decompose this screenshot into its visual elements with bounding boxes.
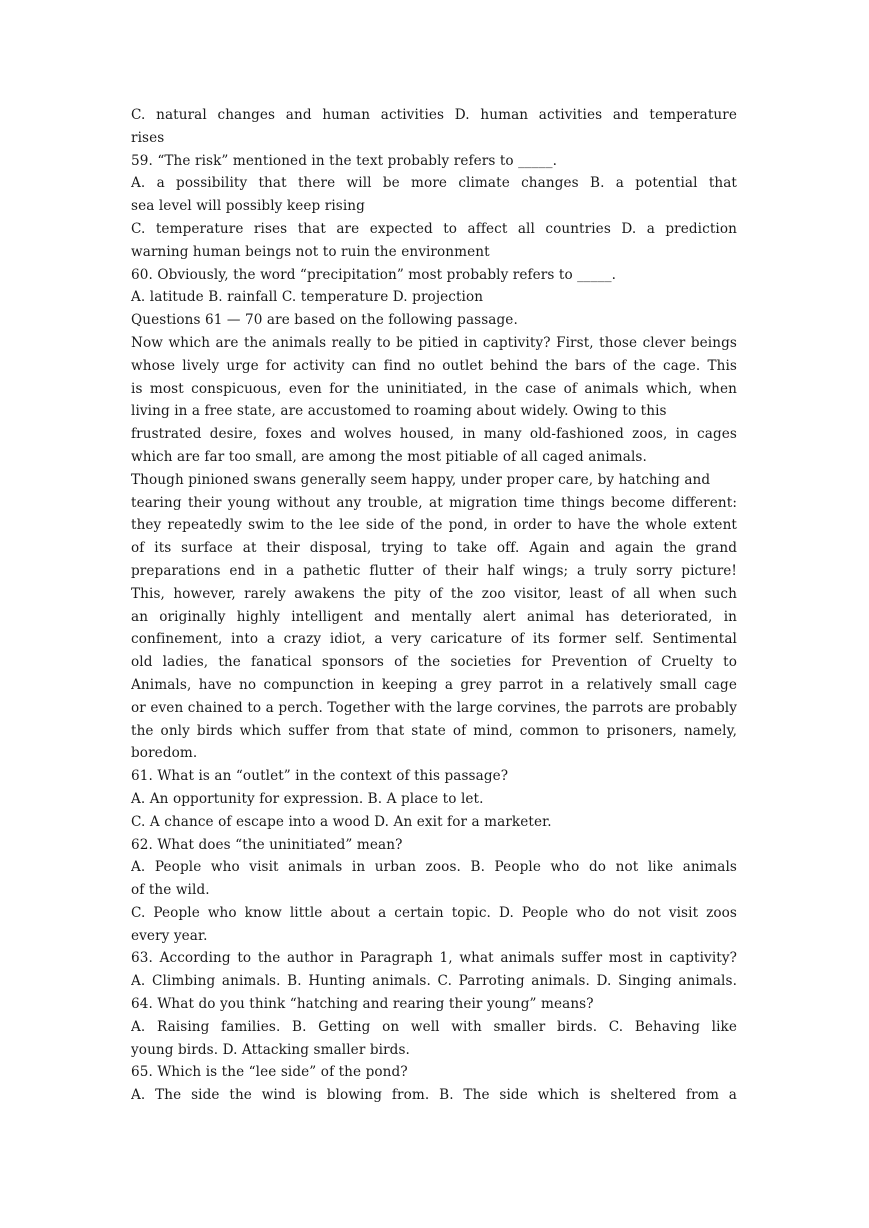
text-line: 65. Which is the “lee side” of the pond?: [131, 1064, 408, 1081]
text-line: A. An opportunity for expression. B. A place to let.: [131, 790, 484, 807]
text-line: the only birds which suffer from that state of mind, common to prisoners, namely,: [131, 722, 737, 739]
text-line: boredom.: [131, 745, 198, 762]
text-line: Though pinioned swans generally seem happy, under proper care, by hatching and: [131, 471, 711, 488]
text-line: Animals, have no compunction in keeping a grey parrot in a relatively small cage: [131, 676, 737, 693]
text-line: rises: [131, 129, 165, 146]
text-line: A. a possibility that there will be more climate changes B. a potential that: [131, 175, 737, 192]
text-line: old ladies, the fanatical sponsors of the societies for Prevention of Cruelty to: [131, 654, 737, 671]
text-line: This, however, rarely awakens the pity of the zoo visitor, least of all when such: [131, 585, 737, 602]
text-line: 60. Obviously, the word “precipitation” most probably refers to _____.: [131, 266, 617, 283]
text-line: confinement, into a crazy idiot, a very caricature of its former self. Sentimental: [131, 631, 737, 648]
text-line: preparations end in a pathetic flutter of their half wings; a truly sorry picture!: [131, 562, 737, 579]
text-line: of the wild.: [131, 882, 210, 899]
text-line: or even chained to a perch. Together with the large corvines, the parrots are probably: [131, 699, 737, 716]
text-line: C. temperature rises that are expected to affect all countries D. a prediction: [131, 220, 737, 237]
text-line: A. The side the wind is blowing from. B. The side which is sheltered from a: [131, 1087, 737, 1104]
text-line: 63. According to the author in Paragraph 1, what animals suffer most in captivity?: [131, 950, 737, 967]
text-line: whose lively urge for activity can find no outlet behind the bars of the cage. This: [131, 357, 737, 374]
text-line: which are far too small, are among the most pitiable of all caged animals.: [131, 448, 647, 465]
text-line: C. natural changes and human activities D. human activities and temperature: [131, 107, 737, 123]
text-line: an originally highly intelligent and mentally alert animal has deteriorated, in: [131, 608, 737, 625]
text-line: of its surface at their disposal, trying to take off. Again and again the grand: [131, 540, 737, 557]
text-line: 59. “The risk” mentioned in the text probably refers to _____.: [131, 152, 558, 169]
text-line: young birds. D. Attacking smaller birds.: [131, 1041, 410, 1058]
text-line: A. Climbing animals. B. Hunting animals. C. Parroting animals. D. Singing animals.: [131, 973, 737, 990]
document-page: [131, 104, 737, 1107]
text-line: 64. What do you think “hatching and rearing their young” means?: [131, 996, 594, 1013]
text-line: sea level will possibly keep rising: [131, 198, 365, 215]
text-line: A. latitude B. rainfall C. temperature D. projection: [131, 289, 484, 306]
text-line: living in a free state, are accustomed to roaming about widely. Owing to this: [131, 403, 667, 420]
text-line: C. People who know little about a certain topic. D. People who do not visit zoos: [131, 904, 737, 921]
text-line: tearing their young without any trouble, at migration time things become different:: [131, 494, 737, 511]
text-line: is most conspicuous, even for the uninitiated, in the case of animals which, when: [131, 380, 737, 397]
text-line: they repeatedly swim to the lee side of the pond, in order to have the whole extent: [131, 517, 737, 534]
text-line: every year.: [131, 927, 208, 944]
text-line: warning human beings not to ruin the environment: [131, 243, 490, 260]
text-line: frustrated desire, foxes and wolves housed, in many old-fashioned zoos, in cages: [131, 426, 737, 443]
text-line: 61. What is an “outlet” in the context of this passage?: [131, 768, 509, 785]
text-line: C. A chance of escape into a wood D. An exit for a marketer.: [131, 813, 552, 830]
text-line: Questions 61 — 70 are based on the following passage.: [131, 312, 518, 329]
text-line: A. Raising families. B. Getting on well with smaller birds. C. Behaving like: [131, 1018, 737, 1035]
text-line: Now which are the animals really to be pitied in captivity? First, those clever beings: [131, 334, 737, 351]
text-line: 62. What does “the uninitiated” mean?: [131, 836, 403, 853]
text-line: A. People who visit animals in urban zoos. B. People who do not like animals: [131, 859, 737, 876]
